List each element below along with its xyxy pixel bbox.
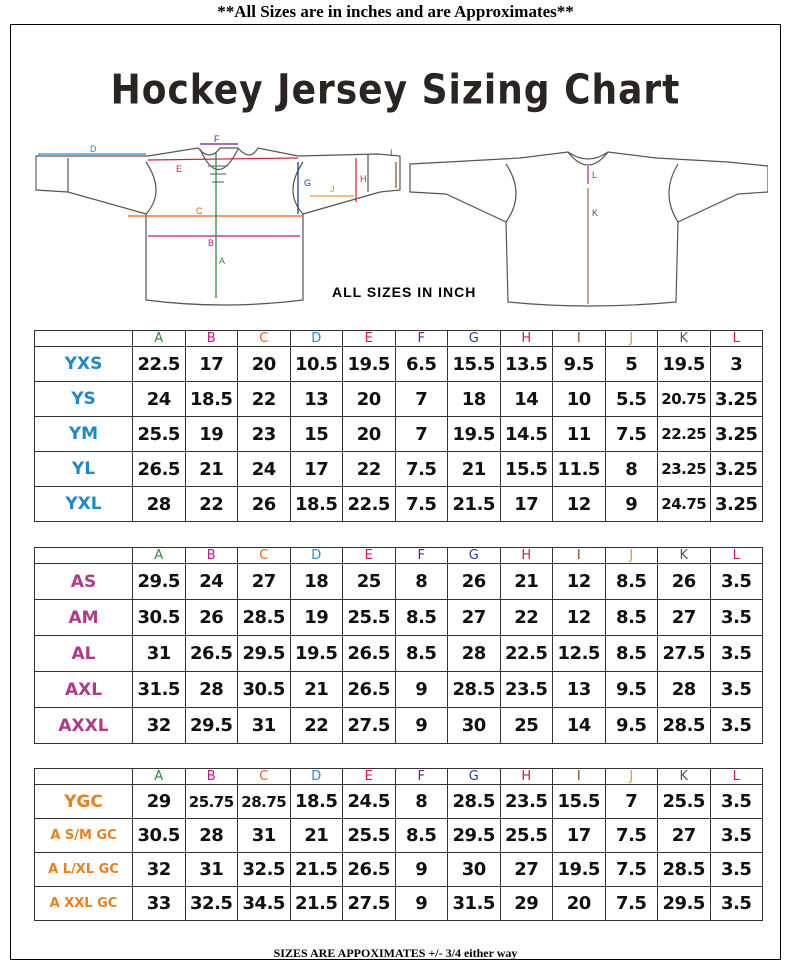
column-header-k: K xyxy=(658,769,711,785)
size-value-cell: 21.5 xyxy=(290,853,343,887)
size-value-cell: 22.5 xyxy=(343,487,396,522)
size-value-cell: 29.5 xyxy=(658,887,711,921)
size-value-cell: 9.5 xyxy=(605,708,658,744)
size-value-cell: 31 xyxy=(238,708,291,744)
size-value-cell: 29 xyxy=(133,785,186,819)
size-value-cell: 20 xyxy=(238,347,291,382)
diagram-label-d: D xyxy=(90,144,97,154)
jersey-back-illustration xyxy=(410,152,768,306)
size-value-cell: 25.5 xyxy=(500,819,553,853)
table-row xyxy=(35,853,763,887)
size-value-cell: 31.5 xyxy=(448,887,501,921)
table-row xyxy=(35,785,763,819)
size-value-cell: 14 xyxy=(500,382,553,417)
column-header-g: G xyxy=(448,548,501,564)
table-row xyxy=(35,672,763,708)
size-value-cell: 17 xyxy=(500,487,553,522)
size-value-cell: 28.5 xyxy=(658,853,711,887)
size-value-cell: 7 xyxy=(395,417,448,452)
size-value-cell: 7.5 xyxy=(395,452,448,487)
column-header-f: F xyxy=(395,548,448,564)
table-row xyxy=(35,887,763,921)
size-label: YXS xyxy=(35,347,133,382)
size-value-cell: 28 xyxy=(185,672,238,708)
adult-size-table xyxy=(34,547,763,744)
size-label: AXL xyxy=(35,672,133,708)
size-value-cell: 28 xyxy=(658,672,711,708)
size-value-cell: 13 xyxy=(553,672,606,708)
size-value-cell: 26 xyxy=(185,600,238,636)
size-value-cell: 29.5 xyxy=(133,564,186,600)
size-value-cell: 24.5 xyxy=(343,785,396,819)
size-value-cell: 20.75 xyxy=(658,382,711,417)
size-value-cell: 19 xyxy=(290,600,343,636)
size-value-cell: 20 xyxy=(553,887,606,921)
size-value-cell: 21.5 xyxy=(290,887,343,921)
column-header-l: L xyxy=(710,548,763,564)
size-value-cell: 25.75 xyxy=(185,785,238,819)
size-value-cell: 3.25 xyxy=(710,382,763,417)
size-value-cell: 7.5 xyxy=(395,487,448,522)
size-value-cell: 22.25 xyxy=(658,417,711,452)
size-value-cell: 19.5 xyxy=(553,853,606,887)
size-value-cell: 24 xyxy=(133,382,186,417)
size-value-cell: 21 xyxy=(290,819,343,853)
size-value-cell: 3.5 xyxy=(710,819,763,853)
size-value-cell: 27 xyxy=(238,564,291,600)
column-header-a: A xyxy=(133,769,186,785)
size-value-cell: 30.5 xyxy=(133,600,186,636)
size-value-cell: 26 xyxy=(658,564,711,600)
size-value-cell: 22.5 xyxy=(500,636,553,672)
footer-note: SIZES ARE APPOXIMATES +/- 3/4 either way xyxy=(273,946,518,960)
size-value-cell: 26 xyxy=(238,487,291,522)
diagram-label-a: A xyxy=(219,256,226,266)
size-value-cell: 33 xyxy=(133,887,186,921)
size-value-cell: 27.5 xyxy=(343,887,396,921)
size-value-cell: 19.5 xyxy=(448,417,501,452)
size-value-cell: 3.5 xyxy=(710,887,763,921)
size-value-cell: 28.75 xyxy=(238,785,291,819)
size-value-cell: 25 xyxy=(500,708,553,744)
diagram-label-k: K xyxy=(592,208,599,218)
size-value-cell: 10 xyxy=(553,382,606,417)
size-value-cell: 9 xyxy=(395,853,448,887)
size-value-cell: 12 xyxy=(553,600,606,636)
size-value-cell: 7.5 xyxy=(605,417,658,452)
all-sizes-label: ALL SIZES IN INCH xyxy=(332,284,477,300)
size-value-cell: 9 xyxy=(395,887,448,921)
diagram-label-l: L xyxy=(592,170,598,180)
size-value-cell: 17 xyxy=(290,452,343,487)
size-value-cell: 17 xyxy=(553,819,606,853)
size-label: YS xyxy=(35,382,133,417)
size-value-cell: 5.5 xyxy=(605,382,658,417)
size-value-cell: 5 xyxy=(605,347,658,382)
size-value-cell: 21 xyxy=(448,452,501,487)
size-value-cell: 8.5 xyxy=(605,636,658,672)
size-value-cell: 8.5 xyxy=(395,819,448,853)
size-value-cell: 27 xyxy=(448,600,501,636)
diagram-label-i: I xyxy=(390,148,393,158)
column-header-j: J xyxy=(605,769,658,785)
size-value-cell: 28.5 xyxy=(238,600,291,636)
size-value-cell: 11.5 xyxy=(553,452,606,487)
size-value-cell: 26.5 xyxy=(343,853,396,887)
column-header-k: K xyxy=(658,331,711,347)
diagram-label-j: J xyxy=(330,184,335,194)
size-value-cell: 29.5 xyxy=(448,819,501,853)
size-label: YM xyxy=(35,417,133,452)
size-value-cell: 13.5 xyxy=(500,347,553,382)
size-value-cell: 29 xyxy=(500,887,553,921)
size-value-cell: 19.5 xyxy=(290,636,343,672)
size-value-cell: 3.5 xyxy=(710,672,763,708)
size-value-cell: 7.5 xyxy=(605,887,658,921)
size-value-cell: 26.5 xyxy=(185,636,238,672)
size-value-cell: 19 xyxy=(185,417,238,452)
size-value-cell: 3 xyxy=(710,347,763,382)
size-value-cell: 6.5 xyxy=(395,347,448,382)
size-value-cell: 18 xyxy=(448,382,501,417)
size-label: AM xyxy=(35,600,133,636)
size-value-cell: 8 xyxy=(395,785,448,819)
column-header-a: A xyxy=(133,331,186,347)
column-header-h: H xyxy=(500,548,553,564)
size-value-cell: 20 xyxy=(343,382,396,417)
table-row xyxy=(35,600,763,636)
size-value-cell: 25.5 xyxy=(343,600,396,636)
size-value-cell: 9.5 xyxy=(553,347,606,382)
size-value-cell: 3.25 xyxy=(710,487,763,522)
size-value-cell: 18.5 xyxy=(290,785,343,819)
size-value-cell: 22 xyxy=(185,487,238,522)
column-header-b: B xyxy=(185,548,238,564)
size-value-cell: 3.5 xyxy=(710,636,763,672)
size-label: A L/XL GC xyxy=(35,853,133,887)
column-header-j: J xyxy=(605,548,658,564)
size-value-cell: 22 xyxy=(238,382,291,417)
size-value-cell: 3.25 xyxy=(710,417,763,452)
size-value-cell: 27 xyxy=(658,819,711,853)
size-value-cell: 3.5 xyxy=(710,785,763,819)
size-value-cell: 7 xyxy=(605,785,658,819)
size-value-cell: 15.5 xyxy=(448,347,501,382)
size-value-cell: 32 xyxy=(133,853,186,887)
size-value-cell: 17 xyxy=(185,347,238,382)
size-value-cell: 26 xyxy=(448,564,501,600)
size-value-cell: 29.5 xyxy=(238,636,291,672)
column-header-d: D xyxy=(290,769,343,785)
goalie-size-table xyxy=(34,768,763,921)
size-value-cell: 24 xyxy=(185,564,238,600)
column-header-d: D xyxy=(290,548,343,564)
size-value-cell: 31.5 xyxy=(133,672,186,708)
size-value-cell: 18.5 xyxy=(185,382,238,417)
size-value-cell: 25.5 xyxy=(343,819,396,853)
size-value-cell: 8.5 xyxy=(395,636,448,672)
size-value-cell: 30.5 xyxy=(133,819,186,853)
size-value-cell: 24.75 xyxy=(658,487,711,522)
size-value-cell: 30 xyxy=(448,853,501,887)
diagram-label-h: H xyxy=(360,174,367,184)
diagram-label-c: C xyxy=(196,206,203,216)
size-label: YL xyxy=(35,452,133,487)
size-label: A S/M GC xyxy=(35,819,133,853)
column-header-c: C xyxy=(238,769,291,785)
diagram-label-f: F xyxy=(214,134,220,144)
size-value-cell: 3.25 xyxy=(710,452,763,487)
column-header-g: G xyxy=(448,769,501,785)
size-value-cell: 12 xyxy=(553,487,606,522)
size-value-cell: 23.5 xyxy=(500,672,553,708)
size-value-cell: 20 xyxy=(343,417,396,452)
size-value-cell: 21 xyxy=(500,564,553,600)
column-header-l: L xyxy=(710,331,763,347)
size-value-cell: 8 xyxy=(605,452,658,487)
size-value-cell: 28.5 xyxy=(658,708,711,744)
size-value-cell: 28 xyxy=(185,819,238,853)
size-value-cell: 22 xyxy=(500,600,553,636)
size-value-cell: 9.5 xyxy=(605,672,658,708)
size-value-cell: 31 xyxy=(238,819,291,853)
size-value-cell: 13 xyxy=(290,382,343,417)
column-header-c: C xyxy=(238,331,291,347)
size-value-cell: 23.5 xyxy=(500,785,553,819)
size-value-cell: 15.5 xyxy=(553,785,606,819)
size-value-cell: 3.5 xyxy=(710,600,763,636)
table-row xyxy=(35,819,763,853)
size-value-cell: 11 xyxy=(553,417,606,452)
column-header-d: D xyxy=(290,331,343,347)
size-label: YXL xyxy=(35,487,133,522)
size-value-cell: 9 xyxy=(395,708,448,744)
size-value-cell: 23.25 xyxy=(658,452,711,487)
size-value-cell: 7 xyxy=(395,382,448,417)
table-row xyxy=(35,708,763,744)
size-value-cell: 7.5 xyxy=(605,853,658,887)
size-value-cell: 14 xyxy=(553,708,606,744)
table-row xyxy=(35,417,763,452)
column-header-e: E xyxy=(343,769,396,785)
column-header-b: B xyxy=(185,769,238,785)
top-note: **All Sizes are in inches and are Approximates** xyxy=(217,2,574,21)
column-header-c: C xyxy=(238,548,291,564)
size-value-cell: 12.5 xyxy=(553,636,606,672)
column-header-f: F xyxy=(395,769,448,785)
table-row xyxy=(35,487,763,522)
header-corner-cell xyxy=(35,548,133,564)
size-value-cell: 30 xyxy=(448,708,501,744)
size-label: A XXL GC xyxy=(35,887,133,921)
column-header-b: B xyxy=(185,331,238,347)
diagram-label-g: G xyxy=(304,178,312,188)
size-value-cell: 22.5 xyxy=(133,347,186,382)
column-header-l: L xyxy=(710,769,763,785)
column-header-i: I xyxy=(553,331,606,347)
table-row xyxy=(35,382,763,417)
size-value-cell: 25 xyxy=(343,564,396,600)
size-value-cell: 19.5 xyxy=(343,347,396,382)
column-header-k: K xyxy=(658,548,711,564)
size-value-cell: 15 xyxy=(290,417,343,452)
size-value-cell: 9 xyxy=(395,672,448,708)
size-value-cell: 32.5 xyxy=(238,853,291,887)
size-value-cell: 25.5 xyxy=(658,785,711,819)
size-value-cell: 31 xyxy=(185,853,238,887)
column-header-e: E xyxy=(343,331,396,347)
size-value-cell: 28.5 xyxy=(448,672,501,708)
size-value-cell: 27 xyxy=(500,853,553,887)
size-value-cell: 3.5 xyxy=(710,564,763,600)
column-header-i: I xyxy=(553,769,606,785)
size-value-cell: 28 xyxy=(133,487,186,522)
column-header-f: F xyxy=(395,331,448,347)
header-corner-cell xyxy=(35,331,133,347)
column-header-a: A xyxy=(133,548,186,564)
size-value-cell: 27.5 xyxy=(343,708,396,744)
size-value-cell: 21 xyxy=(290,672,343,708)
size-value-cell: 8.5 xyxy=(605,600,658,636)
size-value-cell: 21 xyxy=(185,452,238,487)
size-value-cell: 8.5 xyxy=(605,564,658,600)
size-value-cell: 24 xyxy=(238,452,291,487)
header-corner-cell xyxy=(35,769,133,785)
size-value-cell: 31 xyxy=(133,636,186,672)
size-value-cell: 28.5 xyxy=(448,785,501,819)
table-row xyxy=(35,452,763,487)
size-value-cell: 3.5 xyxy=(710,853,763,887)
column-header-i: I xyxy=(553,548,606,564)
jersey-front-illustration xyxy=(36,148,400,305)
diagram-label-b: B xyxy=(208,238,215,248)
size-value-cell: 8.5 xyxy=(395,600,448,636)
size-label: AS xyxy=(35,564,133,600)
size-value-cell: 8 xyxy=(395,564,448,600)
size-value-cell: 22 xyxy=(343,452,396,487)
size-value-cell: 18 xyxy=(290,564,343,600)
size-value-cell: 25.5 xyxy=(133,417,186,452)
size-value-cell: 19.5 xyxy=(658,347,711,382)
size-value-cell: 26.5 xyxy=(343,636,396,672)
size-value-cell: 34.5 xyxy=(238,887,291,921)
size-value-cell: 22 xyxy=(290,708,343,744)
size-value-cell: 26.5 xyxy=(133,452,186,487)
size-value-cell: 27 xyxy=(658,600,711,636)
table-row xyxy=(35,564,763,600)
size-value-cell: 15.5 xyxy=(500,452,553,487)
table-row xyxy=(35,347,763,382)
column-header-e: E xyxy=(343,548,396,564)
column-header-row xyxy=(35,769,763,785)
column-header-row xyxy=(35,548,763,564)
size-label: AXXL xyxy=(35,708,133,744)
size-value-cell: 28 xyxy=(448,636,501,672)
page-title: Hockey Jersey Sizing Chart xyxy=(110,66,681,115)
diagram-label-e: E xyxy=(176,164,183,174)
column-header-h: H xyxy=(500,769,553,785)
size-value-cell: 26.5 xyxy=(343,672,396,708)
size-value-cell: 27.5 xyxy=(658,636,711,672)
column-header-g: G xyxy=(448,331,501,347)
size-value-cell: 10.5 xyxy=(290,347,343,382)
size-label: AL xyxy=(35,636,133,672)
size-value-cell: 12 xyxy=(553,564,606,600)
size-value-cell: 29.5 xyxy=(185,708,238,744)
size-value-cell: 18.5 xyxy=(290,487,343,522)
size-value-cell: 3.5 xyxy=(710,708,763,744)
column-header-j: J xyxy=(605,331,658,347)
size-value-cell: 32.5 xyxy=(185,887,238,921)
guide-e xyxy=(148,158,298,160)
youth-size-table xyxy=(34,330,763,522)
size-value-cell: 14.5 xyxy=(500,417,553,452)
size-label: YGC xyxy=(35,785,133,819)
table-row xyxy=(35,636,763,672)
size-value-cell: 21.5 xyxy=(448,487,501,522)
size-value-cell: 7.5 xyxy=(605,819,658,853)
size-value-cell: 30.5 xyxy=(238,672,291,708)
column-header-h: H xyxy=(500,331,553,347)
size-value-cell: 9 xyxy=(605,487,658,522)
column-header-row xyxy=(35,331,763,347)
size-value-cell: 23 xyxy=(238,417,291,452)
size-value-cell: 32 xyxy=(133,708,186,744)
